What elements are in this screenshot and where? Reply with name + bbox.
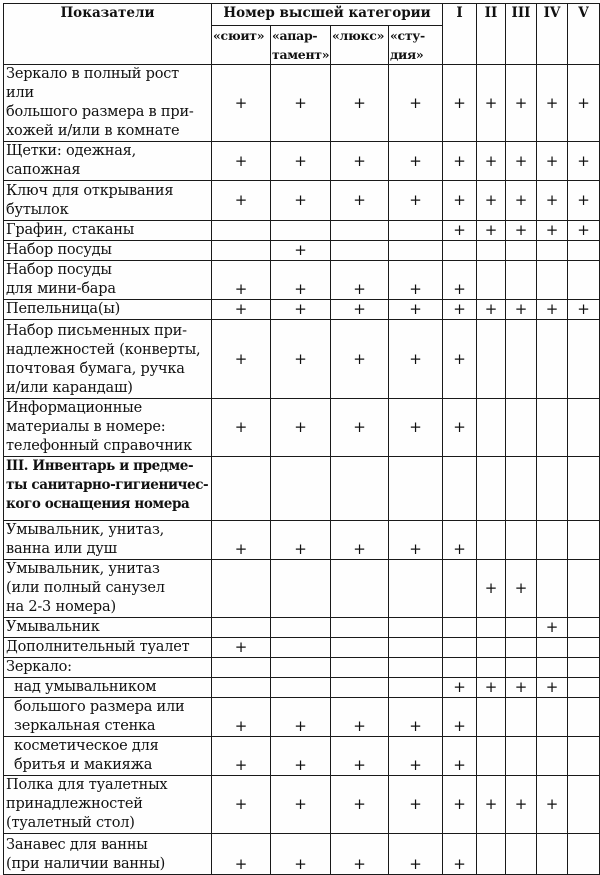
header-category-1: I [443, 4, 477, 65]
plus-mark-cell: + [537, 65, 568, 142]
plus-mark-cell: + [443, 834, 477, 875]
table-row [4, 658, 600, 678]
empty-cell [537, 658, 568, 678]
empty-cell [477, 698, 506, 737]
plus-mark-cell: + [212, 776, 271, 834]
empty-cell [506, 834, 537, 875]
empty-cell [331, 457, 389, 521]
plus-mark-cell: + [443, 142, 477, 181]
empty-cell [477, 638, 506, 658]
header-apartment: «апар- тамент» [271, 26, 331, 65]
plus-mark-cell: + [389, 300, 443, 320]
table-row [4, 142, 600, 181]
row-label: Набор посуды [4, 241, 212, 261]
table-row [4, 521, 600, 560]
plus-mark-cell: + [212, 737, 271, 776]
empty-cell [506, 241, 537, 261]
plus-mark-cell: + [271, 737, 331, 776]
header-studio: «сту- дия» [389, 26, 443, 65]
plus-mark-cell: + [331, 300, 389, 320]
plus-mark-cell: + [271, 181, 331, 221]
table-row [4, 261, 600, 300]
plus-mark-cell: + [443, 698, 477, 737]
empty-cell [477, 521, 506, 560]
plus-mark-cell: + [506, 221, 537, 241]
empty-cell [271, 560, 331, 618]
plus-mark-cell: + [477, 560, 506, 618]
empty-cell [568, 261, 600, 300]
table-row [4, 65, 600, 142]
header-category-3: III [506, 4, 537, 65]
row-label: Занавес для ванны (при наличии ванны) [4, 834, 212, 875]
row-label: над умывальником [4, 678, 212, 698]
plus-mark-cell: + [212, 261, 271, 300]
table-row [4, 457, 600, 521]
plus-mark-cell: + [443, 776, 477, 834]
empty-cell [212, 658, 271, 678]
empty-cell [537, 638, 568, 658]
empty-cell [477, 241, 506, 261]
plus-mark-cell: + [389, 521, 443, 560]
empty-cell [568, 320, 600, 399]
plus-mark-cell: + [212, 65, 271, 142]
plus-mark-cell: + [477, 142, 506, 181]
empty-cell [443, 560, 477, 618]
empty-cell [506, 737, 537, 776]
plus-mark-cell: + [271, 320, 331, 399]
empty-cell [331, 221, 389, 241]
empty-cell [389, 618, 443, 638]
empty-cell [537, 241, 568, 261]
empty-cell [568, 457, 600, 521]
row-label: Набор посуды для мини-бара [4, 261, 212, 300]
plus-mark-cell: + [389, 181, 443, 221]
empty-cell [389, 638, 443, 658]
empty-cell [212, 560, 271, 618]
table-row [4, 638, 600, 658]
plus-mark-cell: + [331, 181, 389, 221]
plus-mark-cell: + [212, 142, 271, 181]
plus-mark-cell: + [212, 834, 271, 875]
plus-mark-cell: + [506, 560, 537, 618]
empty-cell [568, 521, 600, 560]
plus-mark-cell: + [443, 399, 477, 457]
empty-cell [477, 261, 506, 300]
plus-mark-cell: + [331, 834, 389, 875]
empty-cell [568, 678, 600, 698]
empty-cell [443, 457, 477, 521]
plus-mark-cell: + [331, 698, 389, 737]
row-label: косметическое для бритья и макияжа [4, 737, 212, 776]
table-row [4, 698, 600, 737]
row-label: Полка для туалетных принадлежностей (туалетный стол) [4, 776, 212, 834]
row-label: большого размера или зеркальная стенка [4, 698, 212, 737]
row-label: Информационные материалы в номере: телефонный справочник [4, 399, 212, 457]
empty-cell [331, 638, 389, 658]
plus-mark-cell: + [212, 638, 271, 658]
plus-mark-cell: + [477, 221, 506, 241]
empty-cell [506, 638, 537, 658]
plus-mark-cell: + [212, 181, 271, 221]
table-row [4, 221, 600, 241]
plus-mark-cell: + [389, 737, 443, 776]
plus-mark-cell: + [568, 300, 600, 320]
empty-cell [271, 678, 331, 698]
empty-cell [506, 521, 537, 560]
plus-mark-cell: + [212, 521, 271, 560]
plus-mark-cell: + [212, 698, 271, 737]
table-row [4, 834, 600, 875]
empty-cell [212, 457, 271, 521]
header-lux: «люкс» [331, 26, 389, 65]
empty-cell [212, 221, 271, 241]
plus-mark-cell: + [537, 181, 568, 221]
plus-mark-cell: + [537, 221, 568, 241]
plus-mark-cell: + [389, 399, 443, 457]
plus-mark-cell: + [537, 618, 568, 638]
empty-cell [568, 618, 600, 638]
empty-cell [477, 618, 506, 638]
plus-mark-cell: + [331, 320, 389, 399]
empty-cell [443, 658, 477, 678]
plus-mark-cell: + [443, 221, 477, 241]
empty-cell [389, 241, 443, 261]
empty-cell [212, 241, 271, 261]
header-category-4: IV [537, 4, 568, 65]
empty-cell [389, 221, 443, 241]
empty-cell [212, 618, 271, 638]
empty-cell [537, 261, 568, 300]
table-row [4, 241, 600, 261]
table-row [4, 181, 600, 221]
plus-mark-cell: + [271, 241, 331, 261]
empty-cell [568, 834, 600, 875]
empty-cell [477, 658, 506, 678]
plus-mark-cell: + [443, 737, 477, 776]
plus-mark-cell: + [271, 65, 331, 142]
empty-cell [331, 241, 389, 261]
empty-cell [537, 457, 568, 521]
empty-cell [389, 560, 443, 618]
empty-cell [271, 457, 331, 521]
empty-cell [389, 457, 443, 521]
row-label: Зеркало: [4, 658, 212, 678]
plus-mark-cell: + [389, 261, 443, 300]
empty-cell [568, 638, 600, 658]
plus-mark-cell: + [443, 320, 477, 399]
empty-cell [271, 638, 331, 658]
empty-cell [443, 241, 477, 261]
header-suite: «сюит» [212, 26, 271, 65]
plus-mark-cell: + [568, 221, 600, 241]
empty-cell [389, 678, 443, 698]
empty-cell [212, 678, 271, 698]
plus-mark-cell: + [389, 142, 443, 181]
empty-cell [331, 618, 389, 638]
plus-mark-cell: + [443, 65, 477, 142]
empty-cell [506, 698, 537, 737]
table-row [4, 618, 600, 638]
row-label: Пепельница(ы) [4, 300, 212, 320]
plus-mark-cell: + [271, 521, 331, 560]
empty-cell [506, 320, 537, 399]
empty-cell [537, 698, 568, 737]
plus-mark-cell: + [568, 181, 600, 221]
plus-mark-cell: + [477, 776, 506, 834]
plus-mark-cell: + [331, 776, 389, 834]
empty-cell [568, 658, 600, 678]
plus-mark-cell: + [212, 320, 271, 399]
table-body [4, 65, 600, 875]
empty-cell [271, 658, 331, 678]
empty-cell [389, 658, 443, 678]
plus-mark-cell: + [212, 399, 271, 457]
empty-cell [537, 399, 568, 457]
header-highest-category: Номер высшей категории [212, 4, 443, 26]
empty-cell [506, 618, 537, 638]
row-label: Ключ для открывания бутылок [4, 181, 212, 221]
empty-cell [271, 618, 331, 638]
empty-cell [506, 399, 537, 457]
plus-mark-cell: + [331, 399, 389, 457]
empty-cell [568, 698, 600, 737]
plus-mark-cell: + [389, 834, 443, 875]
plus-mark-cell: + [271, 261, 331, 300]
header-category-2: II [477, 4, 506, 65]
plus-mark-cell: + [331, 521, 389, 560]
header-category-5: V [568, 4, 600, 65]
table-row [4, 320, 600, 399]
plus-mark-cell: + [443, 181, 477, 221]
plus-mark-cell: + [568, 65, 600, 142]
plus-mark-cell: + [331, 737, 389, 776]
plus-mark-cell: + [389, 776, 443, 834]
empty-cell [537, 834, 568, 875]
empty-cell [477, 399, 506, 457]
row-label: Щетки: одежная, сапожная [4, 142, 212, 181]
empty-cell [537, 560, 568, 618]
plus-mark-cell: + [443, 678, 477, 698]
plus-mark-cell: + [271, 834, 331, 875]
plus-mark-cell: + [271, 776, 331, 834]
empty-cell [568, 241, 600, 261]
header-indicators: Показатели [4, 4, 212, 65]
plus-mark-cell: + [537, 142, 568, 181]
row-label: Умывальник [4, 618, 212, 638]
row-label: Набор письменных при- надлежностей (конверты, почтовая бумага, ручка и/или карандаш) [4, 320, 212, 399]
plus-mark-cell: + [477, 678, 506, 698]
section-heading: III. Инвентарь и предме- ты санитарно-гигиеничес- кого оснащения номера [4, 457, 212, 521]
plus-mark-cell: + [477, 181, 506, 221]
plus-mark-cell: + [271, 399, 331, 457]
empty-cell [537, 521, 568, 560]
plus-mark-cell: + [331, 142, 389, 181]
plus-mark-cell: + [506, 142, 537, 181]
table-row [4, 560, 600, 618]
empty-cell [506, 457, 537, 521]
empty-cell [568, 737, 600, 776]
empty-cell [568, 399, 600, 457]
row-label: Зеркало в полный рост или большого размера в при- хожей и/или в комнате [4, 65, 212, 142]
plus-mark-cell: + [568, 142, 600, 181]
plus-mark-cell: + [477, 65, 506, 142]
table-row [4, 300, 600, 320]
plus-mark-cell: + [537, 776, 568, 834]
plus-mark-cell: + [506, 300, 537, 320]
plus-mark-cell: + [389, 698, 443, 737]
plus-mark-cell: + [506, 776, 537, 834]
plus-mark-cell: + [477, 300, 506, 320]
empty-cell [331, 560, 389, 618]
empty-cell [331, 678, 389, 698]
plus-mark-cell: + [271, 142, 331, 181]
empty-cell [477, 457, 506, 521]
plus-mark-cell: + [506, 678, 537, 698]
plus-mark-cell: + [443, 300, 477, 320]
plus-mark-cell: + [271, 300, 331, 320]
empty-cell [331, 658, 389, 678]
plus-mark-cell: + [212, 300, 271, 320]
plus-mark-cell: + [443, 261, 477, 300]
table-row [4, 776, 600, 834]
empty-cell [477, 737, 506, 776]
empty-cell [443, 618, 477, 638]
table-row [4, 399, 600, 457]
row-label: Умывальник, унитаз (или полный санузел на 2-3 номера) [4, 560, 212, 618]
empty-cell [443, 638, 477, 658]
empty-cell [537, 737, 568, 776]
table-header [4, 4, 600, 65]
plus-mark-cell: + [443, 521, 477, 560]
empty-cell [506, 658, 537, 678]
plus-mark-cell: + [537, 300, 568, 320]
plus-mark-cell: + [331, 261, 389, 300]
empty-cell [271, 221, 331, 241]
empty-cell [506, 261, 537, 300]
row-label: Графин, стаканы [4, 221, 212, 241]
amenities-table [3, 3, 600, 875]
empty-cell [537, 320, 568, 399]
plus-mark-cell: + [506, 65, 537, 142]
table-row [4, 678, 600, 698]
row-label: Умывальник, унитаз, ванна или душ [4, 521, 212, 560]
plus-mark-cell: + [389, 65, 443, 142]
empty-cell [568, 560, 600, 618]
plus-mark-cell: + [537, 678, 568, 698]
table-row [4, 737, 600, 776]
plus-mark-cell: + [271, 698, 331, 737]
plus-mark-cell: + [506, 181, 537, 221]
empty-cell [477, 834, 506, 875]
empty-cell [568, 776, 600, 834]
plus-mark-cell: + [389, 320, 443, 399]
plus-mark-cell: + [331, 65, 389, 142]
row-label: Дополнительный туалет [4, 638, 212, 658]
empty-cell [477, 320, 506, 399]
